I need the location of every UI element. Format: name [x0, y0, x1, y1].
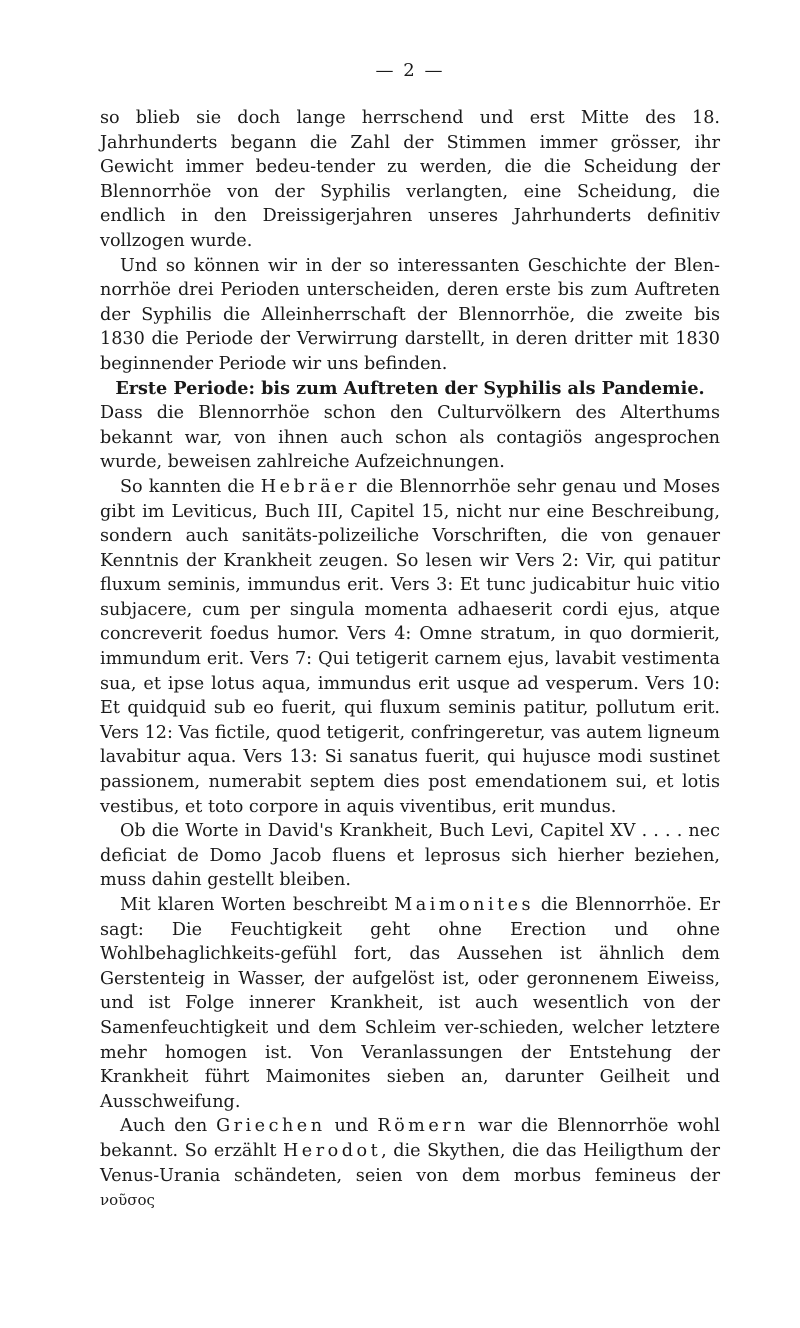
greek-word: νοῦσος: [100, 1191, 155, 1210]
emphasized-name: Maimonites: [394, 895, 535, 915]
section-heading: Erste Periode: bis zum Auftreten der Syphilis als Pandemie.: [115, 377, 705, 399]
emphasized-name: Griechen: [216, 1116, 326, 1137]
text-segment: Auch den: [120, 1116, 217, 1137]
text-segment: Mit klaren Worten beschreibt: [120, 895, 395, 915]
text-segment: war die Blennorrhöe wohl bekannt. So erzählt: [100, 1116, 720, 1161]
emphasized-name: Hebräer: [260, 476, 360, 497]
paragraph-intro: so blieb sie doch lange herrschend und erst Mitte des 18. Jahrhunderts begann die Zahl der Stimmen immer grösser, ihr Gewicht immer bedeu-tender zu werden, die die Scheidung der Blennorrhöe von der Syphilis verlangten, eine Scheidung, die endlich in den Dreissigerjahren unseres Jahrhunderts definitiv vollzogen wurde.: [100, 108, 720, 251]
paragraph-david: Ob die Worte in David's Krankheit, Buch Levi, Capitel XV . . . . nec deficiat de Domo Jacob fluens et leprosus sich hierher beziehen, muss dahin gestellt bleiben.: [100, 821, 720, 891]
page-number: — 2 —: [375, 60, 445, 81]
text-segment: die Blennorrhöe. Er sagt: Die Feuchtigkeit geht ohne Erection und ohne Wohlbehaglichkeits-gefühl fort, das Aussehen ist ähnlich dem Gerstenteig in Wasser, der aufgelöst ist, oder geronnenem Eiweiss, und ist Folge innerer Krankheit, ist auch wesentlich von der Samenfeuchtigkeit und dem Schleim ver-schieden, welcher letztere mehr homogen ist. Von Veranlassungen der Entstehung der Krankheit führt Maimonites sieben an, darunter Geilheit und Ausschweifung.: [100, 895, 720, 1112]
paragraph-greeks-romans: [100, 1114, 720, 1212]
emphasized-name: Herodot: [282, 1140, 382, 1161]
emphasized-name: Römern: [377, 1116, 470, 1137]
text-segment: , die Skythen, die das Heiligthum der Venus-Urania schändeten, seien von dem morbus femineus der: [100, 1140, 720, 1186]
text-segment: die Blennorrhöe sehr genau und Moses gibt im Leviticus, Buch III, Capitel 15, nicht nur eine Beschreibung, sondern auch sanitäts-polizeiliche Vorschriften, die von genauer Kenntnis der Krankheit zeugen. So lesen wir Vers 2: Vir, qui patitur fluxum seminis, immundus erit. Vers 3: Et tunc judicabitur huic vitio subjacere, cum per singula momenta adhaeserit cordi ejus, atque concreverit foedus humor. Vers 4: Omne stratum, in quo dormierit, immundum erit. Vers 7: Qui tetigerit carnem ejus, lavabit vestimenta sua, et ipse lotus aqua, immundus erit usque ad vesperum. Vers 10: Et quidquid sub eo fuerit, qui fluxum seminis patitur, pollutum erit. Vers 12: Vas fictile, quod tetigerit, confringeretur, vas autem ligneum lavabitur aqua. Vers 13: Si sanatus fuerit, qui hujusce modi sustinet passionem, numerabit septem dies post emendationem sui, et lotis vestibus, et toto corpore in aquis viventibus, erit mundus.: [100, 476, 720, 817]
paragraph-periods: Und so können wir in der so interessanten Geschichte der Blen-norrhöe drei Perioden unterscheiden, deren erste bis zum Auftreten der Syphilis die Alleinherrschaft der Blennorrhöe, die zweite bis 1830 die Periode der Verwirrung darstellt, in deren dritter mit 1830 beginnender Periode wir uns befinden.: [100, 255, 720, 374]
text-segment: und: [325, 1116, 378, 1137]
text-segment: So kannten die: [120, 476, 261, 497]
document-page: [100, 60, 720, 1213]
paragraph-maimonites: [100, 893, 720, 1114]
paragraph-hebrews: [100, 475, 720, 819]
paragraph-antiquity: Dass die Blennorrhöe schon den Culturvölkern des Alterthums bekannt war, von ihnen auch schon als contagiös angesprochen wurde, beweisen zahlreiche Aufzeichnungen.: [100, 403, 720, 473]
